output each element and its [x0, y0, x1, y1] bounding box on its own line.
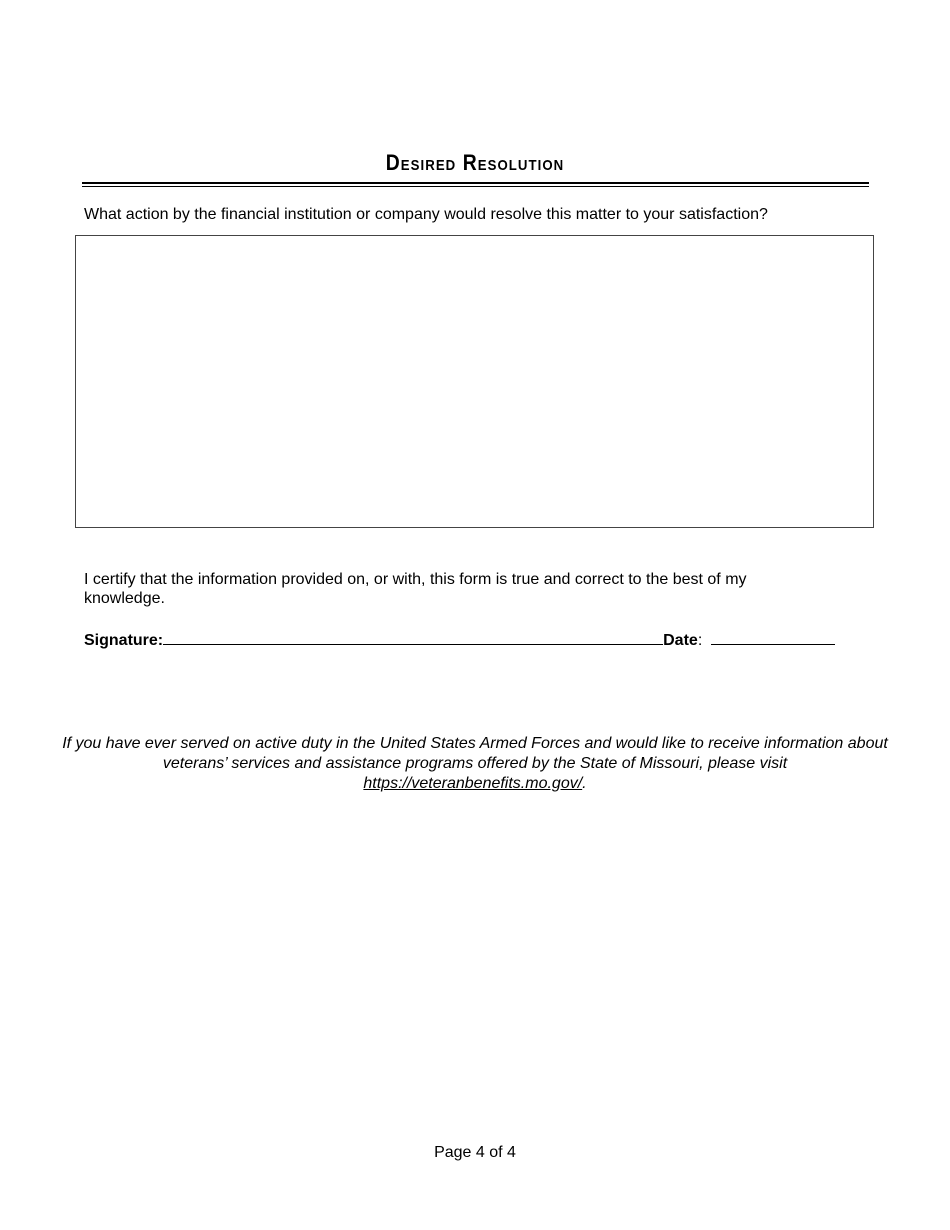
signature-label: Signature:: [84, 632, 164, 649]
date-colon: :: [697, 632, 703, 649]
page-number: Page 4 of 4: [434, 1144, 516, 1161]
veteran-note-period: .: [582, 775, 587, 792]
date-field[interactable]: [711, 628, 835, 645]
heading-rule-thin: [82, 186, 869, 187]
signature-field[interactable]: [163, 628, 663, 645]
resolution-question: What action by the financial institution or company would resolve this matter to your satisfaction?: [84, 206, 768, 223]
heading-rule-thick: [82, 182, 869, 184]
signature-row: [84, 628, 835, 650]
desired-resolution-heading: Desired Resolution: [385, 150, 565, 175]
veteran-services-note: [60, 734, 890, 794]
veteran-benefits-link[interactable]: https://veteranbenefits.mo.gov/: [363, 775, 583, 792]
certification-statement: I certify that the information provided on, or with, this form is true and correct to the best of my knowledge.: [84, 571, 747, 607]
resolution-answer-box[interactable]: [75, 235, 874, 528]
date-label: Date: [663, 632, 698, 649]
veteran-note-text: If you have ever served on active duty in the United States Armed Forces and would like to receive information about veterans’ services and assistance programs offered by the State of Missouri, please visit: [62, 735, 888, 772]
